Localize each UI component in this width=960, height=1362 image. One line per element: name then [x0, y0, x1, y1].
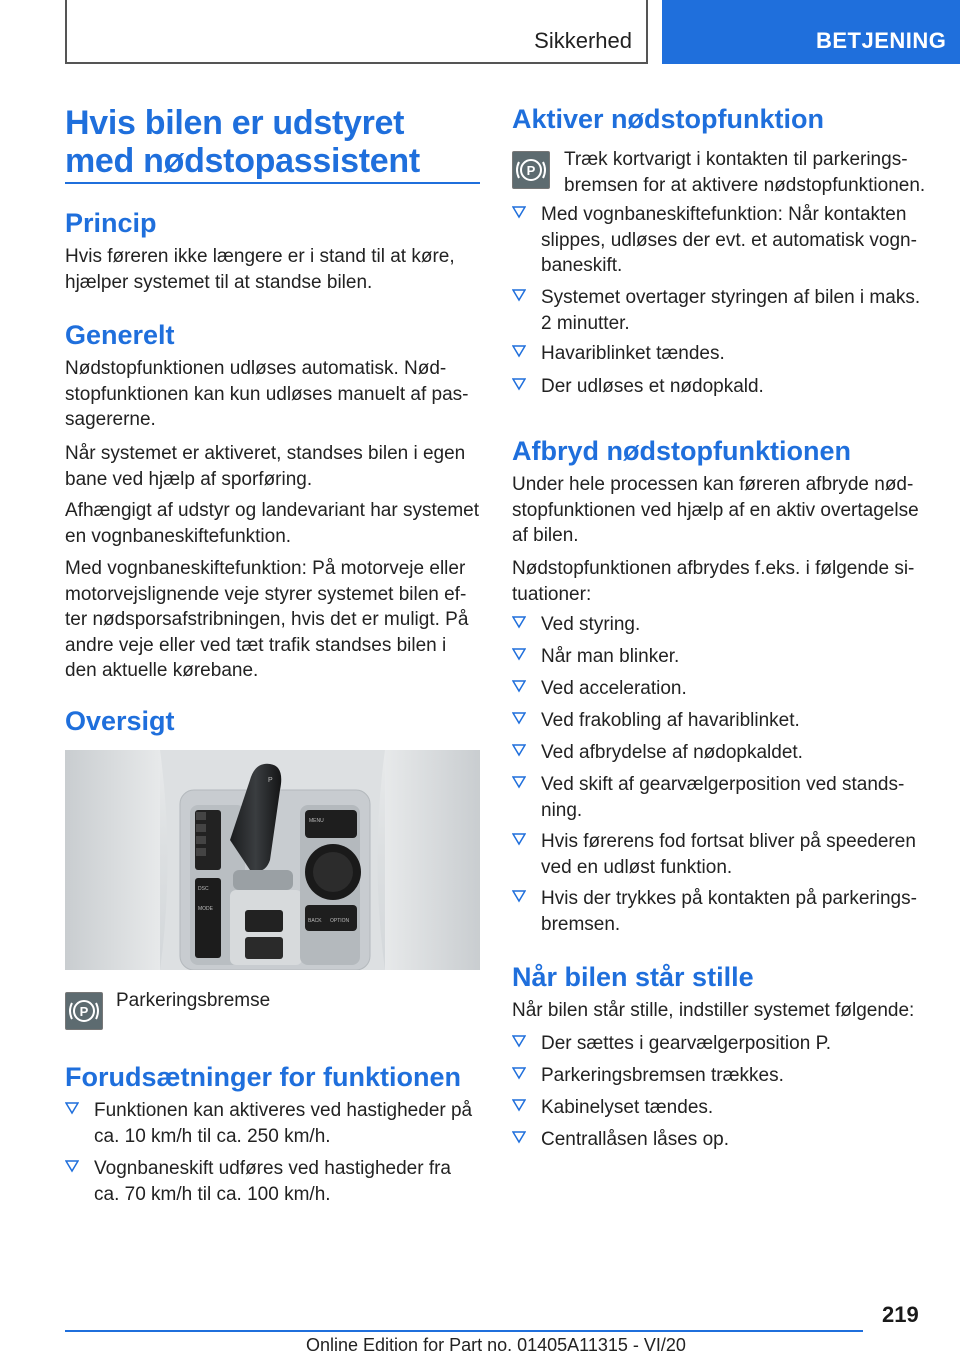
list-item: Kabinelyset tændes.: [512, 1095, 930, 1121]
svg-text:P: P: [526, 163, 536, 178]
list-item: Ved frakobling af havariblinket.: [512, 708, 930, 734]
list-item: Systemet overtager styringen af bilen i maks. 2 minutter.: [512, 285, 930, 336]
bullet-triangle-icon: [512, 615, 526, 629]
list-item: Vognbaneskift udføres ved hastigheder fra ca. 70 km/h til ca. 100 km/h.: [65, 1156, 480, 1207]
bullet-triangle-icon: [512, 377, 526, 391]
list-item: Der udløses et nødopkald.: [512, 374, 930, 400]
footer-rule: [65, 1330, 863, 1332]
header-chapter-tab[interactable]: BETJENING: [662, 0, 960, 64]
list-item: Når man blinker.: [512, 644, 930, 670]
list-item: Ved acceleration.: [512, 676, 930, 702]
generelt-paragraph-2: Når systemet er aktiveret, standses bilen i egen bane ved hjælp af sporføring.: [65, 443, 466, 490]
photo-label-menu: MENU: [309, 818, 324, 824]
page-title: Hvis bilen er udstyret med nødstopassistent: [65, 104, 420, 180]
photo-label-p: P: [268, 777, 273, 784]
svg-text:P: P: [79, 1004, 89, 1019]
edition-text: Online Edition for Part no. 01405A11315 - VI/20: [306, 1335, 686, 1355]
bullet-triangle-icon: [512, 1066, 526, 1080]
bullet-triangle-icon: [512, 288, 526, 302]
bullet-triangle-icon: [65, 1159, 79, 1173]
bullet-triangle-icon: [512, 205, 526, 219]
bullet-triangle-icon: [65, 1101, 79, 1115]
list-item: Ved skift af gearvælgerposition ved standsning.: [512, 772, 930, 823]
center-console-illustration: [65, 750, 480, 970]
title-rule: [65, 182, 480, 184]
photo-label-back: BACK: [308, 918, 322, 924]
bullet-triangle-icon: [512, 1130, 526, 1144]
page-number: 219: [882, 1302, 919, 1327]
list-item: Hvis førerens fod fortsat bliver på speederen ved en udløst funktion.: [512, 829, 930, 880]
bullet-triangle-icon: [512, 679, 526, 693]
list-item: Hvis der trykkes på kontakten på parkeringsbremsen.: [512, 886, 930, 937]
heading-generelt: Generelt: [65, 320, 175, 350]
list-item: Centrallåsen låses op.: [512, 1127, 930, 1153]
list-item: Havariblinket tændes.: [512, 341, 930, 367]
photo-label-dsc: DSC: [198, 886, 209, 892]
afbryd-paragraph-1: Under hele processen kan føreren afbryde nødstopfunktionen ved hjælp af en aktiv overtagelse af bilen.: [512, 474, 919, 546]
list-item: Ved afbrydelse af nødopkaldet.: [512, 740, 930, 766]
generelt-paragraph-3: Afhængigt af udstyr og landevariant har systemet en vognbaneskiftefunktion.: [65, 500, 480, 547]
bullet-triangle-icon: [512, 775, 526, 789]
list-item: Med vognbaneskiftefunktion: Når kontakten slippes, udløses der evt. et automatisk vognbaneskift.: [512, 202, 930, 279]
bullet-triangle-icon: [512, 344, 526, 358]
center-console-photo: [65, 750, 480, 970]
generelt-paragraph-4: Med vognbaneskiftefunktion: På motorveje eller motorvejslignende veje styrer systemet bilen efter nødsporsafstribningen, hvis det er muligt. På andre veje eller ved tæt trafik standses bilen i den aktuelle kørebane.: [65, 558, 469, 681]
bullet-triangle-icon: [512, 1034, 526, 1048]
parking-brake-switch: [245, 910, 283, 932]
header-section-box: [65, 0, 648, 64]
bullet-triangle-icon: [512, 832, 526, 846]
heading-princip: Princip: [65, 208, 157, 238]
heading-afbryd: Afbryd nødstopfunktionen: [512, 436, 851, 466]
heading-oversigt: Oversigt: [65, 706, 175, 736]
staar-stille-text: Når bilen står stille, indstiller systemet følgende:: [512, 1000, 915, 1021]
heading-forudsaetninger: Forudsætninger for funktionen: [65, 1062, 461, 1092]
bullet-triangle-icon: [512, 647, 526, 661]
bullet-triangle-icon: [512, 743, 526, 757]
parking-brake-icon: [65, 992, 103, 1030]
aktiver-text: Træk kortvarigt i kontakten til parkeringsbremsen for at aktivere nødstopfunktionen.: [564, 149, 926, 196]
photo-label-option: OPTION: [330, 918, 350, 924]
list-item: Parkeringsbremsen trækkes.: [512, 1063, 930, 1089]
photo-label-mode: MODE: [198, 906, 213, 912]
bullet-triangle-icon: [512, 1098, 526, 1112]
princip-text: Hvis føreren ikke længere er i stand til at køre, hjælper systemet til at standse bilen.: [65, 246, 455, 293]
heading-staar-stille: Når bilen står stille: [512, 962, 754, 992]
list-item: Der sættes i gearvælgerposition P.: [512, 1031, 930, 1057]
afbryd-paragraph-2: Nødstopfunktionen afbrydes f.eks. i følgende situationer:: [512, 558, 915, 605]
parking-brake-icon: [512, 151, 550, 189]
list-item: Ved styring.: [512, 612, 930, 638]
bullet-triangle-icon: [512, 711, 526, 725]
header-section-label: Sikkerhed: [534, 28, 632, 53]
generelt-paragraph-1: Nødstopfunktionen udløses automatisk. Nødstopfunktionen kan kun udløses manuelt af passagererne.: [65, 358, 469, 430]
parking-brake-label: Parkeringsbremse: [116, 990, 271, 1011]
bullet-triangle-icon: [512, 889, 526, 903]
list-item: Funktionen kan aktiveres ved hastigheder på ca. 10 km/h til ca. 250 km/h.: [65, 1098, 480, 1149]
heading-aktiver: Aktiver nødstopfunktion: [512, 104, 824, 134]
